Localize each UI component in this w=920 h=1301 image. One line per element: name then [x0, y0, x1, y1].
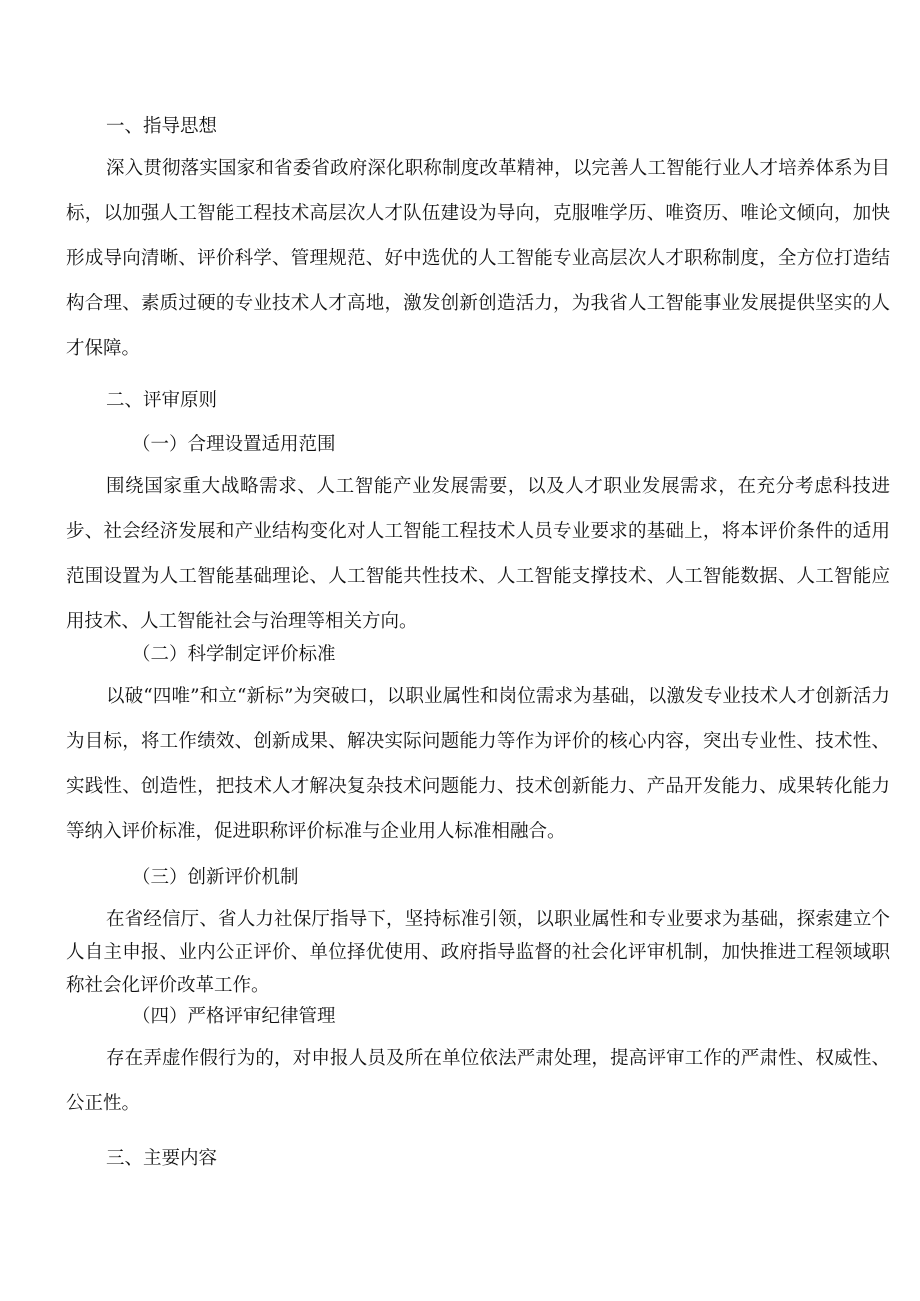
section-heading-guiding-ideology: 一、指导思想 — [106, 116, 218, 137]
paragraph-review-discipline: 存在弄虚作假行为的，对申报人员及所在单位依法严肃处理，提高评审工作的严肃性、权威性、公正性。 — [66, 1048, 890, 1114]
paragraph-scope: 围绕国家重大战略需求、人工智能产业发展需要，以及人才职业发展需求，在充分考虑科技进步、社会经济发展和产业结构变化对人工智能工程技术人员专业要求的基础上，将本评价条件的适用范围设置为人工智能基础理论、人工智能共性技术、人工智能支撑技术、人工智能数据、人工智能应用技术、人工智能社会与治理等相关方向。 — [66, 476, 890, 632]
subheading-scope: （一）合理设置适用范围 — [132, 434, 336, 455]
subheading-evaluation-standards: （二）科学制定评价标准 — [132, 644, 336, 665]
section-heading-review-principles: 二、评审原则 — [106, 390, 218, 411]
subheading-review-discipline: （四）严格评审纪律管理 — [132, 1006, 336, 1027]
paragraph-evaluation-standards: 以破“四唯”和立“新标”为突破口，以职业属性和岗位需求为基础，以激发专业技术人才创新活力为目标，将工作绩效、创新成果、解决实际问题能力等作为评价的核心内容，突出专业性、技术性、实践性、创造性，把技术人才解决复杂技术问题能力、技术创新能力、产品开发能力、成果转化能力等纳入评价标准，促进职称评价标准与企业用人标准相融合。 — [66, 686, 890, 842]
subheading-evaluation-mechanism: （三）创新评价机制 — [132, 867, 299, 888]
paragraph-guiding-ideology: 深入贯彻落实国家和省委省政府深化职称制度改革精神，以完善人工智能行业人才培养体系为目标，以加强人工智能工程技术高层次人才队伍建设为导向，克服唯学历、唯资历、唯论文倾向，加快形成导向清晰、评价科学、管理规范、好中选优的人工智能专业高层次人才职称制度，全方位打造结构合理、素质过硬的专业技术人才高地，激发创新创造活力，为我省人工智能事业发展提供坚实的人才保障。 — [66, 158, 890, 359]
paragraph-evaluation-mechanism: 在省经信厅、省人力社保厅指导下，坚持标准引领，以职业属性和专业要求为基础，探索建立个人自主申报、业内公正评价、单位择优使用、政府指导监督的社会化评审机制，加快推进工程领域职称社会化评价改革工作。 — [66, 909, 890, 996]
section-heading-main-content: 三、主要内容 — [106, 1148, 218, 1169]
